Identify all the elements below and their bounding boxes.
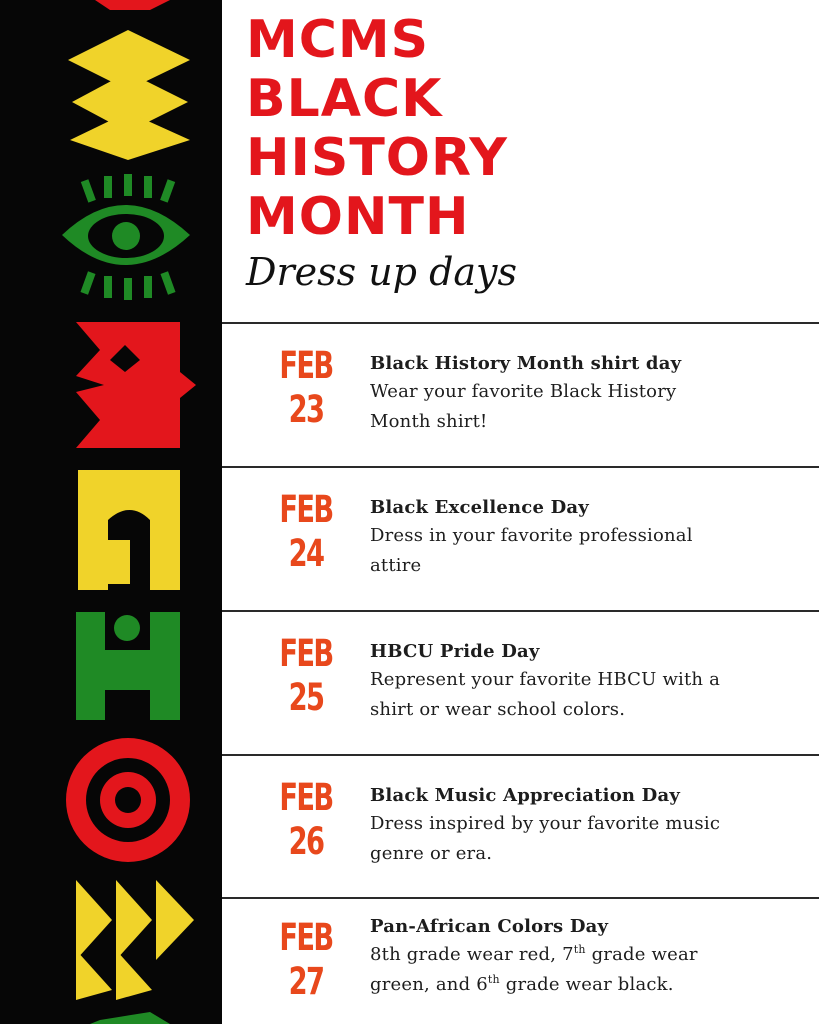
event-title: Black Excellence Day xyxy=(370,497,589,518)
event-month: FEB xyxy=(279,488,333,531)
event-description-line: genre or era. xyxy=(370,843,493,864)
event-title: HBCU Pride Day xyxy=(370,641,540,662)
event-description-line: attire xyxy=(370,555,422,576)
red-top-fragment xyxy=(95,0,170,10)
green-figure-pattern-icon xyxy=(76,612,180,720)
divider xyxy=(222,322,819,324)
event-title: Black Music Appreciation Day xyxy=(370,785,681,806)
event-day: 25 xyxy=(288,676,324,719)
divider xyxy=(222,897,819,899)
divider xyxy=(222,754,819,756)
event-details xyxy=(370,914,810,1000)
yellow-arrows-pattern-icon xyxy=(76,880,194,1000)
event-date xyxy=(276,632,335,720)
yellow-diamond-pattern-icon xyxy=(68,30,190,160)
description-text: 8th grade wear red, 7 xyxy=(370,944,574,965)
event-details xyxy=(370,495,810,581)
description-text: grade wear black. xyxy=(499,974,674,995)
event-description-line: Wear your favorite Black History xyxy=(370,381,677,402)
event-date xyxy=(276,776,335,864)
event-month: FEB xyxy=(279,776,333,819)
yellow-c-pattern-icon xyxy=(78,470,180,590)
event-month: FEB xyxy=(279,916,333,959)
event-description-line: Dress in your favorite professional xyxy=(370,525,693,546)
ordinal-suffix: th xyxy=(573,943,586,956)
event-day: 24 xyxy=(288,532,324,575)
event-details xyxy=(370,351,810,437)
event-title: Pan-African Colors Day xyxy=(370,916,609,937)
red-crown-pattern-icon xyxy=(76,322,196,448)
title-line-1: MCMS xyxy=(246,10,430,70)
event-day: 27 xyxy=(288,960,324,1003)
event-description-line: Month shirt! xyxy=(370,411,488,432)
event-month: FEB xyxy=(279,632,333,675)
page-subtitle: Dress up days xyxy=(246,250,518,294)
event-date xyxy=(276,488,335,576)
green-bottom-fragment xyxy=(90,1012,170,1024)
divider xyxy=(222,466,819,468)
divider xyxy=(222,610,819,612)
green-eye-pattern-icon xyxy=(62,174,190,300)
title-line-4: MONTH xyxy=(246,187,470,247)
event-description-line xyxy=(370,940,810,970)
event-title: Black History Month shirt day xyxy=(370,353,682,374)
event-day: 26 xyxy=(288,820,324,863)
description-text: green, and 6 xyxy=(370,974,488,995)
description-text: grade wear xyxy=(585,944,698,965)
decorative-pattern-band xyxy=(0,0,222,1024)
title-line-2: BLACK xyxy=(246,69,443,129)
event-date xyxy=(276,344,335,432)
event-month: FEB xyxy=(279,344,333,387)
event-details xyxy=(370,783,810,869)
event-description-line: Represent your favorite HBCU with a xyxy=(370,669,721,690)
event-day: 23 xyxy=(288,388,324,431)
event-date xyxy=(276,916,335,1004)
ordinal-suffix: th xyxy=(487,973,500,986)
title-line-3: HISTORY xyxy=(246,128,508,188)
event-details xyxy=(370,639,810,725)
red-target-pattern-icon xyxy=(66,738,190,862)
event-description-line xyxy=(370,970,810,1000)
event-description-line: Dress inspired by your favorite music xyxy=(370,813,721,834)
event-description-line: shirt or wear school colors. xyxy=(370,699,626,720)
